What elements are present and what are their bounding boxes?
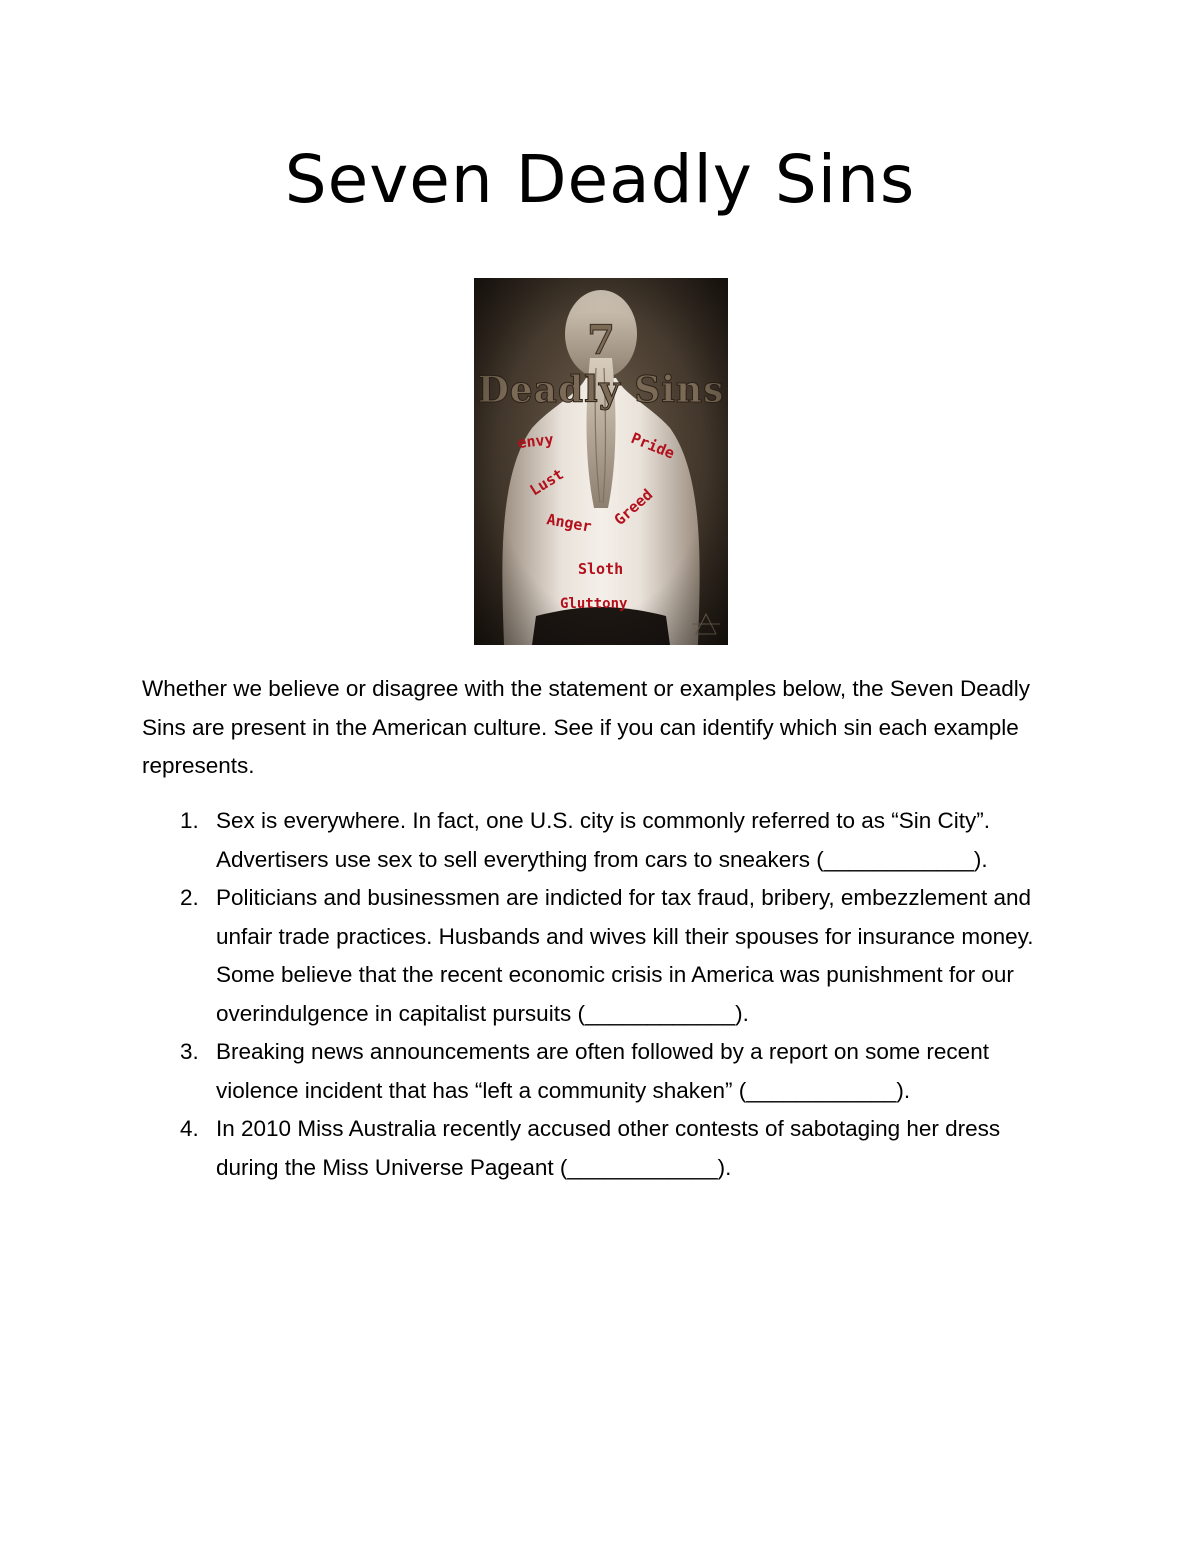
page-title: Seven Deadly Sins <box>284 141 916 218</box>
question-text: In 2010 Miss Australia recently accused other contests of sabotaging her dress during the Miss Universe Pageant (____________). <box>216 1116 1001 1180</box>
seven-deadly-sins-cover-image <box>474 278 728 645</box>
question-list <box>142 802 1062 1187</box>
question-text: Politicians and businessmen are indicted for tax fraud, bribery, embezzlement and unfair trade practices. Husbands and wives kill their spouses for insurance money. Some believe that the recent economic crisis in America was punishment for our overindulgence in capitalist pursuits (____________). <box>216 885 1034 1026</box>
question-item <box>142 802 1062 879</box>
question-item <box>142 1033 1062 1110</box>
question-item <box>142 879 1062 1033</box>
intro-paragraph: Whether we believe or disagree with the statement or examples below, the Seven Deadly Sins are present in the American culture. See if you can identify which sin each example represents. <box>142 676 1030 778</box>
question-text: Sex is everywhere. In fact, one U.S. city is commonly referred to as “Sin City”. Advertisers use sex to sell everything from cars to sneakers (____________). <box>216 808 991 872</box>
question-number: 3. <box>180 1039 199 1064</box>
question-number: 1. <box>180 808 199 833</box>
question-text: Breaking news announcements are often followed by a report on some recent violence incident that has “left a community shaken” (____________). <box>216 1039 989 1103</box>
cover-illustration <box>474 278 728 645</box>
question-number: 2. <box>180 885 199 910</box>
question-number: 4. <box>180 1116 199 1141</box>
question-item <box>142 1110 1062 1187</box>
